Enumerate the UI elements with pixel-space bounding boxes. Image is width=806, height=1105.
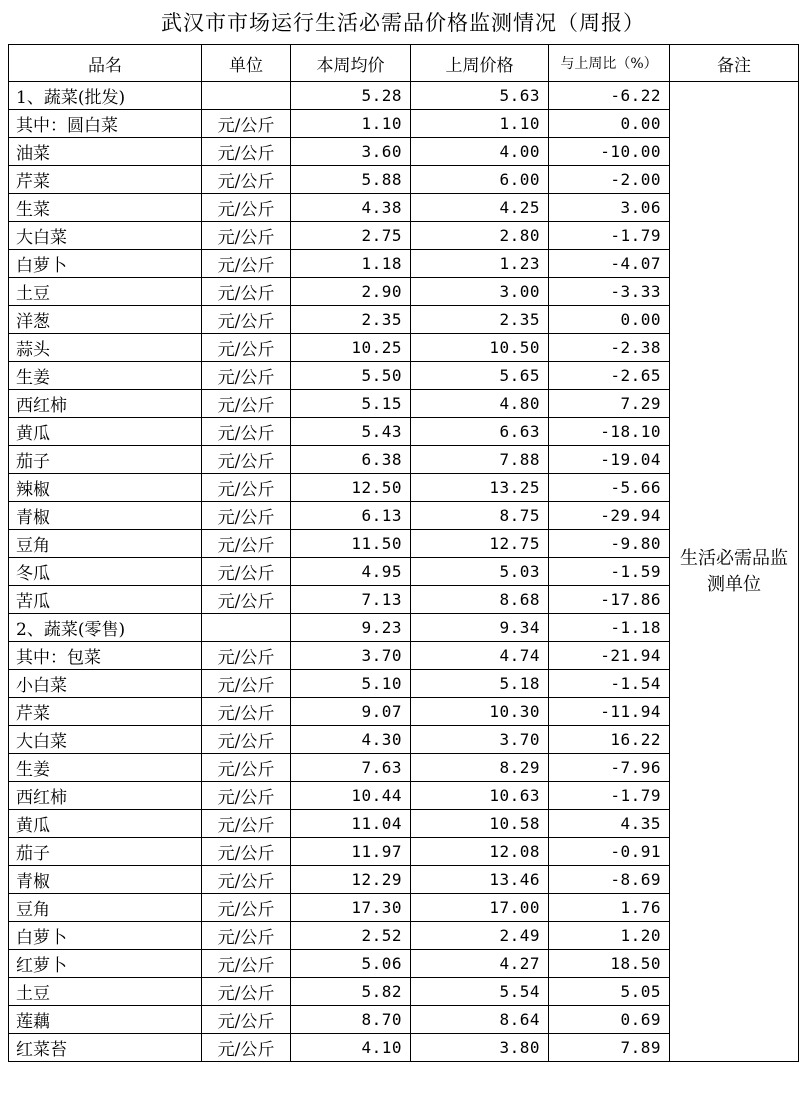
cell-this-week: 4.30 <box>291 726 411 754</box>
cell-this-week: 5.10 <box>291 670 411 698</box>
cell-name: 土豆 <box>9 278 202 306</box>
cell-last-week: 8.64 <box>411 1006 549 1034</box>
cell-name: 洋葱 <box>9 306 202 334</box>
cell-this-week: 5.82 <box>291 978 411 1006</box>
cell-change: -5.66 <box>549 474 670 502</box>
cell-change: 3.06 <box>549 194 670 222</box>
cell-name: 黄瓜 <box>9 810 202 838</box>
cell-last-week: 3.70 <box>411 726 549 754</box>
cell-change: -1.18 <box>549 614 670 642</box>
page-title: 武汉市市场运行生活必需品价格监测情况（周报） <box>161 11 645 35</box>
cell-unit: 元/公斤 <box>202 866 291 894</box>
cell-change: -19.04 <box>549 446 670 474</box>
cell-change: -2.65 <box>549 362 670 390</box>
cell-unit <box>202 614 291 642</box>
cell-last-week: 10.50 <box>411 334 549 362</box>
cell-this-week: 5.43 <box>291 418 411 446</box>
cell-this-week: 7.13 <box>291 586 411 614</box>
cell-unit: 元/公斤 <box>202 670 291 698</box>
cell-change: -21.94 <box>549 642 670 670</box>
cell-last-week: 8.29 <box>411 754 549 782</box>
cell-name: 生菜 <box>9 194 202 222</box>
cell-name: 白萝卜 <box>9 922 202 950</box>
cell-last-week: 8.68 <box>411 586 549 614</box>
cell-this-week: 5.28 <box>291 82 411 110</box>
cell-last-week: 10.30 <box>411 698 549 726</box>
cell-last-week: 5.03 <box>411 558 549 586</box>
cell-last-week: 6.00 <box>411 166 549 194</box>
cell-unit: 元/公斤 <box>202 278 291 306</box>
cell-unit: 元/公斤 <box>202 726 291 754</box>
cell-unit: 元/公斤 <box>202 250 291 278</box>
cell-unit: 元/公斤 <box>202 698 291 726</box>
header-this-week: 本周均价 <box>291 45 411 82</box>
cell-change: -29.94 <box>549 502 670 530</box>
cell-unit: 元/公斤 <box>202 754 291 782</box>
cell-change: -1.54 <box>549 670 670 698</box>
cell-name: 豆角 <box>9 530 202 558</box>
cell-name: 生姜 <box>9 362 202 390</box>
table-row <box>9 82 799 110</box>
cell-unit: 元/公斤 <box>202 110 291 138</box>
cell-unit: 元/公斤 <box>202 166 291 194</box>
cell-name: 白萝卜 <box>9 250 202 278</box>
cell-last-week: 5.63 <box>411 82 549 110</box>
cell-last-week: 3.00 <box>411 278 549 306</box>
cell-name: 红菜苔 <box>9 1034 202 1062</box>
header-name: 品名 <box>9 45 202 82</box>
cell-unit: 元/公斤 <box>202 418 291 446</box>
cell-this-week: 5.06 <box>291 950 411 978</box>
cell-this-week: 6.38 <box>291 446 411 474</box>
cell-name: 大白菜 <box>9 222 202 250</box>
cell-unit: 元/公斤 <box>202 530 291 558</box>
cell-last-week: 9.34 <box>411 614 549 642</box>
cell-change: 18.50 <box>549 950 670 978</box>
cell-name: 1、蔬菜(批发) <box>9 82 202 110</box>
cell-unit: 元/公斤 <box>202 642 291 670</box>
cell-change: 1.76 <box>549 894 670 922</box>
cell-last-week: 13.25 <box>411 474 549 502</box>
cell-unit: 元/公斤 <box>202 922 291 950</box>
cell-unit: 元/公斤 <box>202 894 291 922</box>
cell-unit <box>202 82 291 110</box>
cell-change: 0.00 <box>549 110 670 138</box>
cell-name: 茄子 <box>9 838 202 866</box>
header-remark: 备注 <box>670 45 799 82</box>
cell-unit: 元/公斤 <box>202 446 291 474</box>
cell-change: 0.69 <box>549 1006 670 1034</box>
table-header-row <box>9 45 799 82</box>
cell-unit: 元/公斤 <box>202 306 291 334</box>
cell-change: -1.79 <box>549 782 670 810</box>
header-unit: 单位 <box>202 45 291 82</box>
cell-last-week: 1.23 <box>411 250 549 278</box>
cell-name: 大白菜 <box>9 726 202 754</box>
cell-name: 茄子 <box>9 446 202 474</box>
cell-name: 其中：圆白菜 <box>9 110 202 138</box>
cell-change: -10.00 <box>549 138 670 166</box>
cell-unit: 元/公斤 <box>202 838 291 866</box>
cell-unit: 元/公斤 <box>202 390 291 418</box>
cell-name: 小白菜 <box>9 670 202 698</box>
cell-change: -9.80 <box>549 530 670 558</box>
cell-last-week: 6.63 <box>411 418 549 446</box>
cell-this-week: 11.04 <box>291 810 411 838</box>
cell-unit: 元/公斤 <box>202 810 291 838</box>
header-change: 与上周比（%） <box>549 45 670 82</box>
cell-change: -6.22 <box>549 82 670 110</box>
cell-unit: 元/公斤 <box>202 950 291 978</box>
cell-last-week: 8.75 <box>411 502 549 530</box>
cell-unit: 元/公斤 <box>202 782 291 810</box>
cell-unit: 元/公斤 <box>202 222 291 250</box>
cell-last-week: 4.00 <box>411 138 549 166</box>
cell-name: 西红柿 <box>9 390 202 418</box>
cell-this-week: 12.29 <box>291 866 411 894</box>
cell-last-week: 3.80 <box>411 1034 549 1062</box>
cell-change: 1.20 <box>549 922 670 950</box>
cell-this-week: 1.10 <box>291 110 411 138</box>
cell-name: 其中：包菜 <box>9 642 202 670</box>
cell-change: 0.00 <box>549 306 670 334</box>
cell-this-week: 5.88 <box>291 166 411 194</box>
cell-last-week: 10.58 <box>411 810 549 838</box>
cell-last-week: 5.54 <box>411 978 549 1006</box>
cell-this-week: 3.60 <box>291 138 411 166</box>
cell-unit: 元/公斤 <box>202 1006 291 1034</box>
cell-this-week: 8.70 <box>291 1006 411 1034</box>
cell-this-week: 3.70 <box>291 642 411 670</box>
cell-this-week: 9.23 <box>291 614 411 642</box>
cell-name: 黄瓜 <box>9 418 202 446</box>
cell-unit: 元/公斤 <box>202 978 291 1006</box>
cell-this-week: 11.50 <box>291 530 411 558</box>
cell-this-week: 4.95 <box>291 558 411 586</box>
cell-name: 土豆 <box>9 978 202 1006</box>
cell-change: -3.33 <box>549 278 670 306</box>
cell-last-week: 10.63 <box>411 782 549 810</box>
cell-name: 西红柿 <box>9 782 202 810</box>
cell-name: 莲藕 <box>9 1006 202 1034</box>
cell-unit: 元/公斤 <box>202 194 291 222</box>
cell-name: 青椒 <box>9 502 202 530</box>
cell-this-week: 2.52 <box>291 922 411 950</box>
cell-unit: 元/公斤 <box>202 502 291 530</box>
cell-change: -11.94 <box>549 698 670 726</box>
cell-last-week: 13.46 <box>411 866 549 894</box>
cell-this-week: 2.35 <box>291 306 411 334</box>
cell-this-week: 4.10 <box>291 1034 411 1062</box>
cell-name: 辣椒 <box>9 474 202 502</box>
cell-unit: 元/公斤 <box>202 586 291 614</box>
cell-this-week: 2.75 <box>291 222 411 250</box>
cell-name: 2、蔬菜(零售) <box>9 614 202 642</box>
cell-last-week: 5.18 <box>411 670 549 698</box>
cell-name: 苦瓜 <box>9 586 202 614</box>
cell-change: -17.86 <box>549 586 670 614</box>
cell-last-week: 7.88 <box>411 446 549 474</box>
header-last-week: 上周价格 <box>411 45 549 82</box>
cell-this-week: 5.50 <box>291 362 411 390</box>
price-table <box>8 44 799 1062</box>
cell-this-week: 12.50 <box>291 474 411 502</box>
remark-cell: 生活必需品监测单位 <box>670 82 799 1062</box>
cell-unit: 元/公斤 <box>202 334 291 362</box>
cell-change: -4.07 <box>549 250 670 278</box>
cell-last-week: 5.65 <box>411 362 549 390</box>
cell-this-week: 11.97 <box>291 838 411 866</box>
cell-name: 油菜 <box>9 138 202 166</box>
cell-change: -0.91 <box>549 838 670 866</box>
cell-this-week: 7.63 <box>291 754 411 782</box>
cell-last-week: 12.08 <box>411 838 549 866</box>
cell-change: 7.29 <box>549 390 670 418</box>
cell-name: 豆角 <box>9 894 202 922</box>
cell-this-week: 2.90 <box>291 278 411 306</box>
cell-change: 7.89 <box>549 1034 670 1062</box>
cell-this-week: 10.44 <box>291 782 411 810</box>
cell-name: 芹菜 <box>9 698 202 726</box>
cell-last-week: 4.25 <box>411 194 549 222</box>
cell-unit: 元/公斤 <box>202 1034 291 1062</box>
cell-name: 芹菜 <box>9 166 202 194</box>
cell-change: -1.59 <box>549 558 670 586</box>
cell-change: -7.96 <box>549 754 670 782</box>
cell-change: -8.69 <box>549 866 670 894</box>
cell-this-week: 10.25 <box>291 334 411 362</box>
cell-this-week: 9.07 <box>291 698 411 726</box>
cell-this-week: 1.18 <box>291 250 411 278</box>
cell-this-week: 6.13 <box>291 502 411 530</box>
cell-change: 16.22 <box>549 726 670 754</box>
cell-change: 5.05 <box>549 978 670 1006</box>
cell-last-week: 2.35 <box>411 306 549 334</box>
cell-name: 生姜 <box>9 754 202 782</box>
cell-last-week: 17.00 <box>411 894 549 922</box>
cell-name: 蒜头 <box>9 334 202 362</box>
cell-change: 4.35 <box>549 810 670 838</box>
table-body <box>9 82 799 1062</box>
cell-unit: 元/公斤 <box>202 138 291 166</box>
cell-name: 青椒 <box>9 866 202 894</box>
cell-unit: 元/公斤 <box>202 362 291 390</box>
cell-last-week: 4.74 <box>411 642 549 670</box>
cell-unit: 元/公斤 <box>202 558 291 586</box>
cell-change: -2.38 <box>549 334 670 362</box>
cell-last-week: 12.75 <box>411 530 549 558</box>
cell-last-week: 4.27 <box>411 950 549 978</box>
cell-last-week: 4.80 <box>411 390 549 418</box>
cell-this-week: 4.38 <box>291 194 411 222</box>
cell-this-week: 17.30 <box>291 894 411 922</box>
cell-change: -1.79 <box>549 222 670 250</box>
cell-change: -2.00 <box>549 166 670 194</box>
cell-this-week: 5.15 <box>291 390 411 418</box>
cell-name: 冬瓜 <box>9 558 202 586</box>
cell-last-week: 1.10 <box>411 110 549 138</box>
cell-last-week: 2.49 <box>411 922 549 950</box>
cell-last-week: 2.80 <box>411 222 549 250</box>
cell-unit: 元/公斤 <box>202 474 291 502</box>
cell-name: 红萝卜 <box>9 950 202 978</box>
cell-change: -18.10 <box>549 418 670 446</box>
